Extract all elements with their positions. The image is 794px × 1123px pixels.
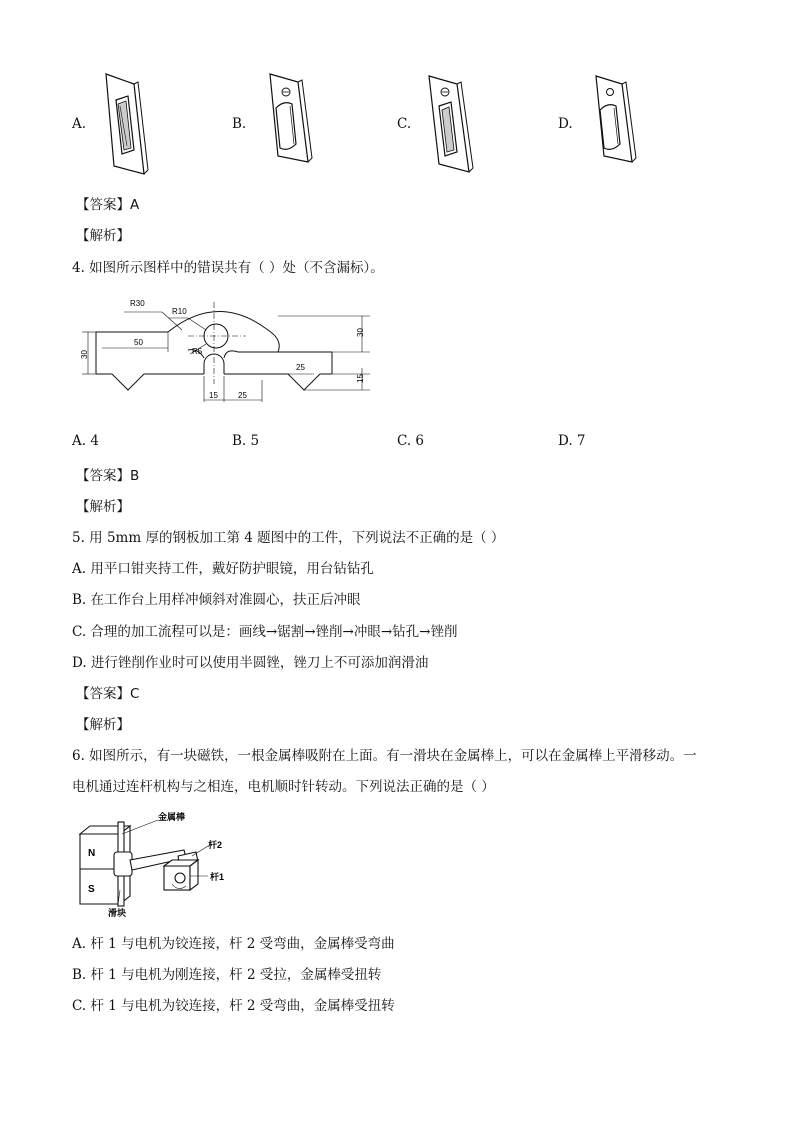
- dim-25-small: 25: [296, 363, 305, 372]
- q4-answer: [76, 464, 139, 484]
- magnet-n-label: N: [88, 848, 96, 859]
- q3-option-a-figure: [98, 70, 148, 180]
- answer-value: B: [130, 468, 140, 484]
- dim-15-bottom: 15: [209, 391, 218, 400]
- dim-50: 50: [134, 338, 143, 347]
- q5-analysis-label: 【解析】: [76, 717, 130, 733]
- rod2-label: 杆2: [208, 840, 223, 850]
- q4-option-b[interactable]: B. 5: [232, 433, 260, 449]
- dim-30-right: 30: [356, 328, 365, 337]
- dim-r10: R10: [172, 307, 187, 316]
- q5-option-c[interactable]: C. 合理的加工流程可以是：画线→锯割→锉削→冲眼→钻孔→锉削: [72, 624, 458, 640]
- q6-option-b[interactable]: B. 杆 1 与电机为刚连接，杆 2 受拉，金属棒受扭转: [72, 967, 382, 983]
- dim-r5: R5: [192, 347, 203, 356]
- q4-option-a[interactable]: A. 4: [72, 433, 99, 449]
- q3-answer: [76, 193, 139, 213]
- metal-rod-label: 金属棒: [158, 812, 186, 822]
- q3-option-d-figure: [590, 72, 640, 168]
- q4-stem: 4. 如图所示图样中的错误共有（ ）处（不含漏标）。: [72, 260, 384, 276]
- dim-30-left: 30: [80, 350, 89, 359]
- slider-label: 滑块: [108, 908, 127, 918]
- q6-stem-line2: 电机通过连杆机构与之相连，电机顺时针转动。下列说法正确的是（ ）: [72, 779, 495, 795]
- q3-option-d-letter[interactable]: D.: [558, 116, 573, 132]
- q5-option-a[interactable]: A. 用平口钳夹持工件，戴好防护眼镜，用台钻钻孔: [72, 561, 374, 577]
- q6-stem-line1: 6. 如图所示，有一块磁铁，一根金属棒吸附在上面。有一滑块在金属棒上，可以在金属棒上平滑移动。一: [72, 748, 697, 764]
- q6-option-a[interactable]: A. 杆 1 与电机为铰连接，杆 2 受弯曲，金属棒受弯曲: [72, 936, 395, 952]
- q3-option-c-letter[interactable]: C.: [397, 116, 412, 132]
- answer-label: 【答案】: [76, 468, 130, 484]
- magnet-s-label: S: [88, 884, 95, 895]
- answer-label: 【答案】: [76, 686, 130, 702]
- rod1-label: 杆1: [210, 872, 225, 882]
- dim-r30: R30: [130, 299, 145, 308]
- q6-option-c[interactable]: C. 杆 1 与电机为铰连接，杆 2 受弯曲，金属棒受扭转: [72, 998, 395, 1014]
- q4-option-c[interactable]: C. 6: [397, 433, 425, 449]
- q4-analysis-label: 【解析】: [76, 499, 130, 515]
- q3-analysis-label: 【解析】: [76, 228, 130, 244]
- q5-stem: 5. 用 5mm 厚的钢板加工第 4 题图中的工件，下列说法不正确的是（ ）: [72, 530, 505, 546]
- q4-drawing-figure: [78, 290, 378, 410]
- q5-option-b[interactable]: B. 在工作台上用样冲倾斜对准圆心，扶正后冲眼: [72, 592, 361, 608]
- answer-value: A: [130, 197, 140, 213]
- q3-option-b-figure: [264, 70, 316, 168]
- answer-value: C: [130, 686, 140, 702]
- q5-answer: [76, 682, 139, 702]
- dim-15-right: 15: [356, 374, 365, 383]
- q3-option-a-letter[interactable]: A.: [72, 116, 87, 132]
- q3-option-c-figure: [423, 72, 475, 176]
- q6-mechanism-figure: [74, 812, 244, 918]
- answer-label: 【答案】: [76, 197, 130, 213]
- q5-option-d[interactable]: D. 进行锉削作业时可以使用半圆锉，锉刀上不可添加润滑油: [72, 655, 429, 671]
- dim-25-bottom: 25: [238, 391, 247, 400]
- q4-option-d[interactable]: D. 7: [558, 433, 586, 449]
- q3-option-b-letter[interactable]: B.: [232, 116, 247, 132]
